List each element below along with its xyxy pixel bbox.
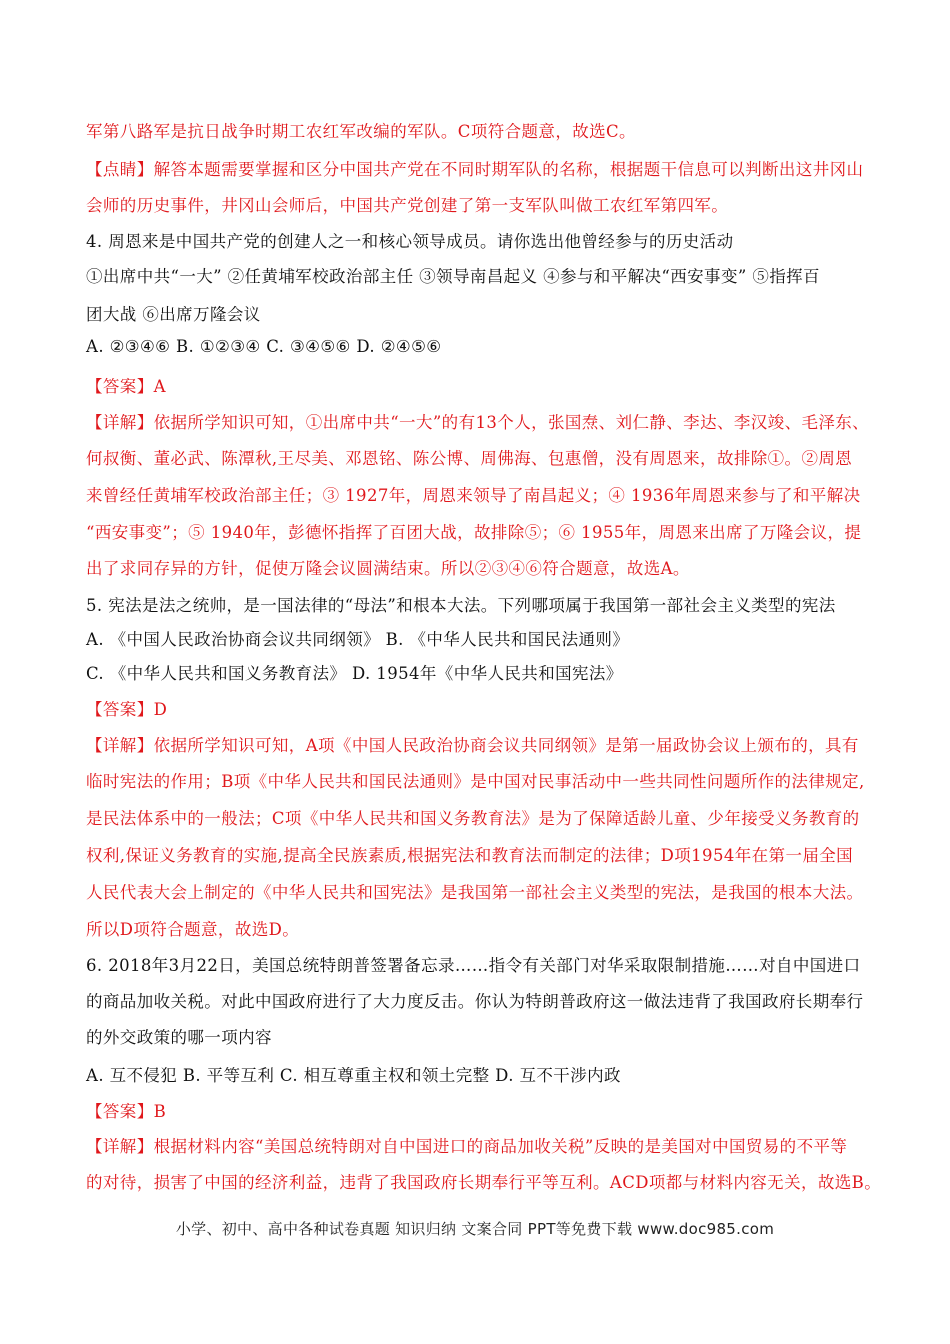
- answer-label: 【答案】B: [86, 1102, 167, 1121]
- question-4-options: A. ②③④⑥ B. ①②③④ C. ③④⑤⑥ D. ②④⑤⑥: [86, 337, 442, 356]
- question-4-items: ①出席中共“一大” ②任黄埔军校政治部主任 ③领导南昌起义 ④参与和平解决“西安事变” ⑤指挥百: [86, 267, 820, 286]
- answer-explanation-line: 军第八路军是抗日战争时期工农红军改编的军队。C项符合题意，故选C。: [86, 122, 636, 141]
- explanation-line: 【详解】依据所学知识可知，A项《中国人民政治协商会议共同纲领》是第一届政协会议上颁布的，具有: [86, 736, 859, 755]
- answer-label: 【答案】A: [86, 377, 166, 396]
- explanation-line: “西安事变”；⑤ 1940年，彭德怀指挥了百团大战，故排除⑤；⑥ 1955年，周恩来出席了万隆会议，提: [86, 523, 862, 542]
- explanation-line: 的对待，损害了中国的经济利益，违背了我国政府长期奉行平等互利。ACD项都与材料内容无关，故选B。: [86, 1173, 882, 1192]
- question-6-stem: 的商品加收关税。对此中国政府进行了大力度反击。你认为特朗普政府这一做法违背了我国政府长期奉行: [86, 992, 864, 1011]
- answer-label: 【答案】D: [86, 700, 168, 719]
- question-5-stem: 5. 宪法是法之统帅，是一国法律的“母法”和根本大法。下列哪项属于我国第一部社会主义类型的宪法: [86, 596, 836, 615]
- explanation-line: 出了求同存异的方针，促使万隆会议圆满结束。所以②③④⑥符合题意，故选A。: [86, 559, 690, 578]
- explanation-line: 何叔衡、董必武、陈潭秋,王尽美、邓恩铭、陈公博、周佛海、包惠僧，没有周恩来，故排除①。②周恩: [86, 449, 853, 468]
- explanation-line: 【详解】依据所学知识可知，①出席中共“一大”的有13个人，张国焘、刘仁静、李达、李汉竣、毛泽东、: [86, 413, 870, 432]
- question-6-stem: 6. 2018年3月22日，美国总统特朗普签署备忘录……指令有关部门对华采取限制措施……对自中国进口: [86, 956, 861, 975]
- question-6-options: A. 互不侵犯 B. 平等互利 C. 相互尊重主权和领土完整 D. 互不干涉内政: [86, 1066, 621, 1085]
- explanation-line: 是民法体系中的一般法；C项《中华人民共和国义务教育法》是为了保障适龄儿童、少年接受义务教育的: [86, 809, 860, 828]
- explanation-line: 临时宪法的作用；B项《中华人民共和国民法通则》是中国对民事活动中一些共同性问题所作的法律规定,: [86, 772, 865, 791]
- explanation-line: 【详解】根据材料内容“美国总统特朗对自中国进口的商品加收关税”反映的是美国对中国贸易的不平等: [86, 1137, 848, 1156]
- page-footer: 小学、初中、高中各种试卷真题 知识归纳 文案合同 PPT等免费下载 www.doc985.com: [175, 1220, 775, 1238]
- question-5-options: C. 《中华人民共和国义务教育法》 D. 1954年《中华人民共和国宪法》: [86, 664, 623, 683]
- explanation-line: 权利,保证义务教育的实施,提高全民族素质,根据宪法和教育法而制定的法律；D项1954年在第一届全国: [86, 846, 854, 865]
- question-4-stem: 4. 周恩来是中国共产党的创建人之一和核心领导成员。请你选出他曾经参与的历史活动: [86, 232, 734, 251]
- explanation-line: 来曾经任黄埔军校政治部主任；③ 1927年，周恩来领导了南昌起义；④ 1936年周恩来参与了和平解决: [86, 486, 861, 505]
- question-4-items: 团大战 ⑥出席万隆会议: [86, 305, 261, 324]
- note-line: 会师的历史事件，井冈山会师后，中国共产党创建了第一支军队叫做工农红军第四军。: [86, 196, 729, 215]
- note-line: 【点睛】解答本题需要掌握和区分中国共产党在不同时期军队的名称，根据题干信息可以判断出这井冈山: [86, 160, 864, 179]
- question-5-options: A. 《中国人民政治协商会议共同纲领》 B. 《中华人民共和国民法通则》: [86, 630, 630, 649]
- explanation-line: 所以D项符合题意，故选D。: [86, 920, 300, 939]
- question-6-stem: 的外交政策的哪一项内容: [86, 1028, 272, 1047]
- explanation-line: 人民代表大会上制定的《中华人民共和国宪法》是我国第一部社会主义类型的宪法，是我国的根本大法。: [86, 883, 864, 902]
